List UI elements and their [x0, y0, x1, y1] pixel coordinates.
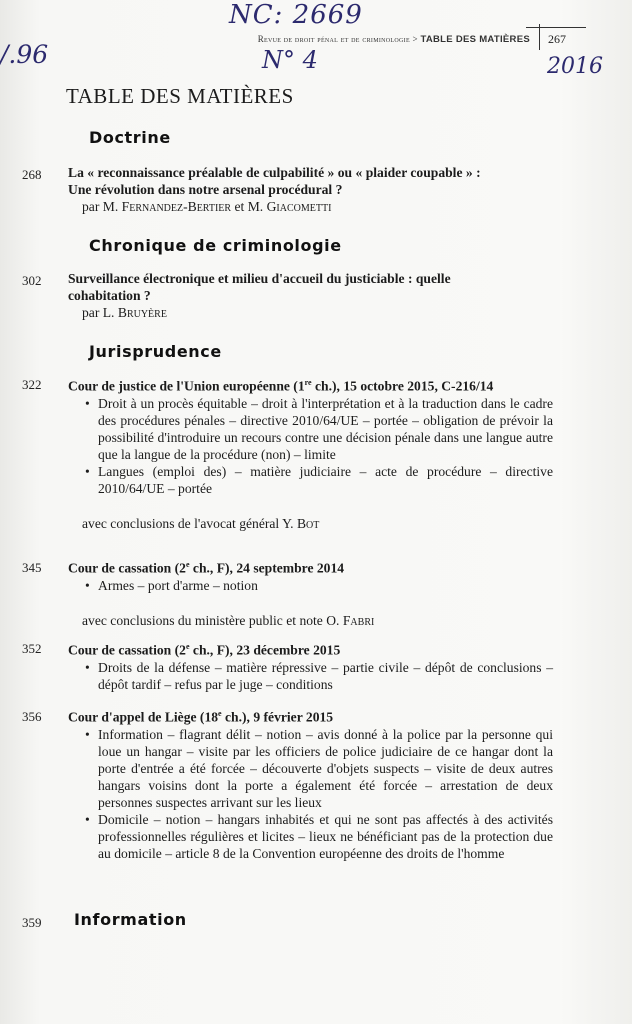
entry-title: Surveillance électronique et milieu d'accueil du justiciable : quelle — [68, 271, 451, 286]
header-rule-vertical — [539, 24, 540, 50]
entry-title: La « reconnaissance préalable de culpabilité » ou « plaider coupable » : — [68, 165, 481, 180]
case-keyword-bullet: • Droit à un procès équitable – droit à l'interprétation et à la traduction dans le cadre des procédures pénales – directive 2010/64/UE – portée – obligation de prévoir la possibilité d'introduire un recours contre une décision pénale dans une langue autre que la langue de la procédure (non) – limite — [98, 395, 553, 463]
author-name: Giacometti — [266, 199, 332, 214]
toc-entry-case — [68, 638, 553, 693]
header-rule-horizontal — [526, 27, 586, 28]
handwritten-year: 2016 — [547, 54, 603, 79]
entry-byline: par M. Fernandez-Bertier et M. Giacometti — [82, 199, 332, 214]
entry-page-number: 359 — [22, 915, 42, 930]
header-separator: > — [412, 34, 418, 44]
toc-entry-case — [68, 556, 553, 629]
page-number: 267 — [548, 32, 566, 46]
entry-page-number: 356 — [22, 709, 42, 724]
author-name: Fernandez-Bertier — [121, 199, 232, 214]
section-heading-information: Information — [74, 910, 187, 929]
handwritten-nc-number: NC: 2669 — [229, 0, 363, 30]
case-keyword-bullet: • Langues (emploi des) – matière judiciaire – acte de procédure – directive 2010/64/UE – portée — [98, 463, 553, 497]
case-keyword-bullet: • Domicile – notion – hangars inhabités et qui ne sont pas affectés à des activités professionnelles régulières et licites – lieux ne bénéficiant pas de la protection due au domicile – article 8 de la Convention européenne des droits de l'homme — [98, 811, 553, 862]
handwritten-issue-number: N° 4 — [262, 46, 318, 74]
case-conclusions: avec conclusions de l'avocat général Y. Bot — [82, 515, 320, 531]
running-header — [220, 34, 530, 45]
entry-page-number: 345 — [22, 560, 42, 575]
case-keyword-bullet: • Armes – port d'arme – notion — [98, 577, 553, 594]
entry-byline: par L. Bruyère — [82, 305, 167, 320]
toc-entry-case — [68, 374, 553, 532]
author-name: Bruyère — [117, 305, 167, 320]
case-court: Cour d'appel de Liège (18e ch.), 9 février 2015 — [68, 709, 334, 725]
case-court: Cour de cassation (2e ch., F), 24 septembre 2014 — [68, 560, 345, 576]
header-section: TABLE DES MATIÈRES — [420, 34, 530, 45]
case-court: Cour de justice de l'Union européenne (1re ch.), 15 octobre 2015, C-216/14 — [68, 378, 494, 394]
page-title: TABLE DES MATIÈRES — [66, 84, 294, 108]
entry-page-number: 268 — [22, 167, 42, 182]
handwritten-reference: /.96 — [0, 40, 49, 69]
case-keyword-bullet: • Droits de la défense – matière répressive – partie civile – dépôt de conclusions – dépôt tardif – refus par le juge – conditions — [98, 659, 553, 693]
entry-title: cohabitation ? — [68, 288, 151, 303]
entry-page-number: 352 — [22, 641, 42, 656]
journal-name: Revue de droit pénal et de criminologie — [257, 34, 410, 44]
entry-title: Une révolution dans notre arsenal procédural ? — [68, 182, 343, 197]
toc-entry-case — [68, 705, 553, 862]
case-conclusions: avec conclusions du ministère public et note O. Fabri — [82, 612, 375, 628]
section-heading-jurisprudence: Jurisprudence — [89, 342, 222, 361]
section-heading-doctrine: Doctrine — [89, 128, 171, 147]
case-court: Cour de cassation (2e ch., F), 23 décembre 2015 — [68, 642, 341, 658]
entry-page-number: 302 — [22, 273, 42, 288]
section-heading-criminologie: Chronique de criminologie — [89, 236, 342, 255]
entry-page-number: 322 — [22, 377, 42, 392]
case-keyword-bullet: • Information – flagrant délit – notion – avis donné à la police par la personne qui loue un hangar – visite par les officiers de police judiciaire de ce hangar dont la porte d'entrée a été forcée – découverte d'objets suspects – visite de deux autres hangars voisins dont la porte a également été forcée – arrestation de deux personnes suspectes arrivant sur les lieux — [98, 726, 553, 811]
toc-entry-doctrine — [68, 164, 553, 215]
toc-entry-criminologie — [68, 270, 553, 321]
